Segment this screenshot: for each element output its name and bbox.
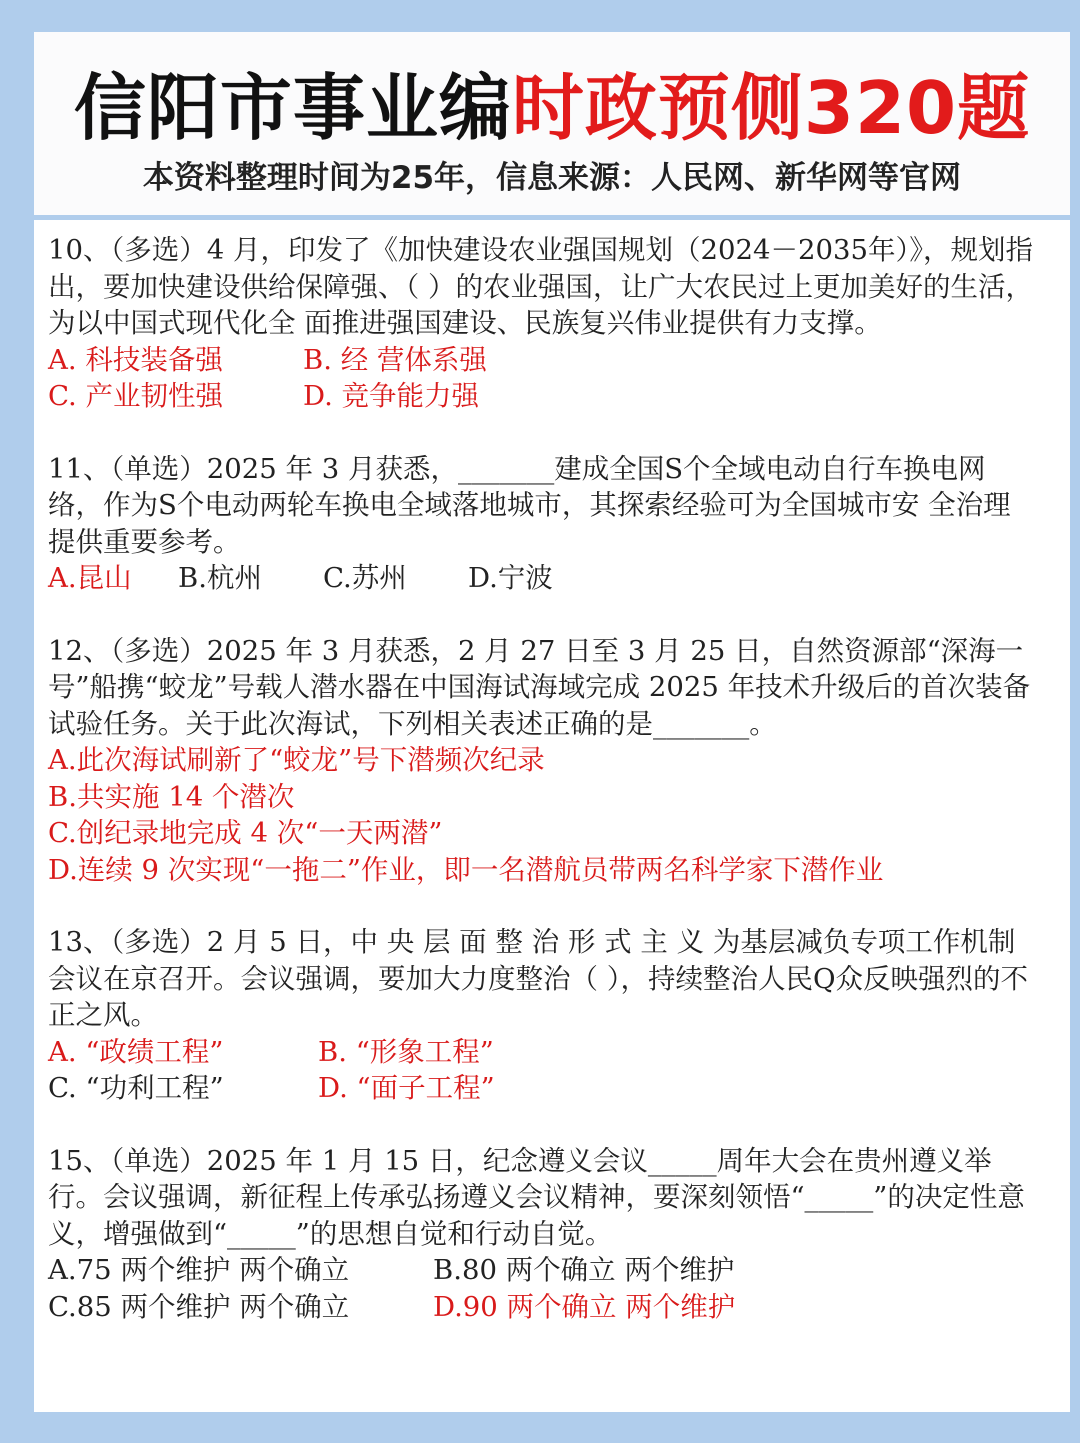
option-d: D. “面子工程” (318, 1072, 495, 1104)
question-15 (48, 1143, 1038, 1326)
option-a: A.昆山 (48, 562, 132, 594)
page-subtitle: 本资料整理时间为25年，信息来源：人民网、新华网等官网 (142, 160, 962, 196)
header (34, 32, 1070, 215)
option-b: B. 经 营体系强 (303, 343, 487, 376)
question-stem: 15、（单选）2025 年 1 月 15 日，纪念遵义会议_____周年大会在贵州遵义举行。会议强调，新征程上传承弘扬遵义会议精神，要深刻领悟“_____”的决定性意义，增强做到“_____”的思想自觉和行动自觉。 (48, 1144, 1025, 1250)
question-11 (48, 451, 1038, 597)
option-a: A. “政绩工程” (48, 1035, 224, 1068)
question-stem: 10、（多选）4 月，印发了《加快建设农业强国规划（2024－2035年）》，规划指出，要加快建设供给保障强、（ ）的农业强国，让广大农民过上更加美好的生活，为以中国式现代化全 面推进强国建设、民族复兴伟业提供有力支撑。 (48, 234, 1033, 339)
option-c: C. “功利工程” (48, 1072, 224, 1104)
option-b: B.共实施 14 个潜次 (48, 780, 295, 813)
option-d: D.宁波 (468, 562, 553, 594)
option-d: D.连续 9 次实现“一拖二”作业，即一名潜航员带两名科学家下潜作业 (48, 853, 884, 886)
option-d: D. 竞争能力强 (303, 380, 480, 412)
option-list (48, 342, 1038, 415)
option-list (48, 560, 1038, 597)
option-c: C. 产业韧性强 (48, 380, 224, 412)
option-a: A. 科技装备强 (48, 343, 223, 376)
question-10 (48, 232, 1038, 415)
option-b: B. “形象工程” (318, 1035, 494, 1068)
question-stem: 11、（单选）2025 年 3 月获悉，_______建成全国S个全域电动自行车换电网络，作为S个电动两轮车换电全域落地城市，其探索经验可为全国城市安 全治理提供重要参考。 (48, 452, 1011, 558)
question-13 (48, 924, 1038, 1107)
option-c: C.创纪录地完成 4 次“一天两潜” (48, 817, 443, 849)
title-part-red: 时政预侧320题 (511, 66, 1031, 150)
option-a: A.75 两个维护 两个确立 (48, 1254, 350, 1286)
header-divider (34, 215, 1070, 220)
page-title (34, 50, 1070, 154)
option-a: A.此次海试刷新了“蛟龙”号下潜频次纪录 (48, 744, 545, 776)
page-frame (34, 32, 1070, 1412)
question-stem: 12、（多选）2025 年 3 月获悉，2 月 27 日至 3 月 25 日，自然资源部“深海一号”船携“蛟龙”号载人潜水器在中国海试海域完成 2025 年技术升级后的首次装备试验任务。关于此次海试，下列相关表述正确的是_______。 (48, 634, 1031, 740)
option-d: D.90 两个确立 两个维护 (433, 1290, 736, 1323)
option-list (48, 1252, 1038, 1325)
option-c: C.85 两个维护 两个确立 (48, 1290, 350, 1323)
question-12 (48, 633, 1038, 889)
title-part-black: 信阳市事业编 (73, 66, 512, 150)
option-b: B.80 两个确立 两个维护 (433, 1254, 735, 1286)
option-list (48, 1034, 1038, 1107)
option-list (48, 742, 1038, 888)
option-c: C.苏州 (323, 562, 407, 594)
question-stem: 13、（多选）2 月 5 日，中 央 层 面 整 治 形 式 主 义 为基层减负专项工作机制会议在京召开。会议强调，要加大力度整治（ ），持续整治人民Q众反映强烈的不正之风。 (48, 926, 1029, 1031)
question-list (48, 232, 1038, 1361)
option-b: B.杭州 (178, 562, 262, 594)
